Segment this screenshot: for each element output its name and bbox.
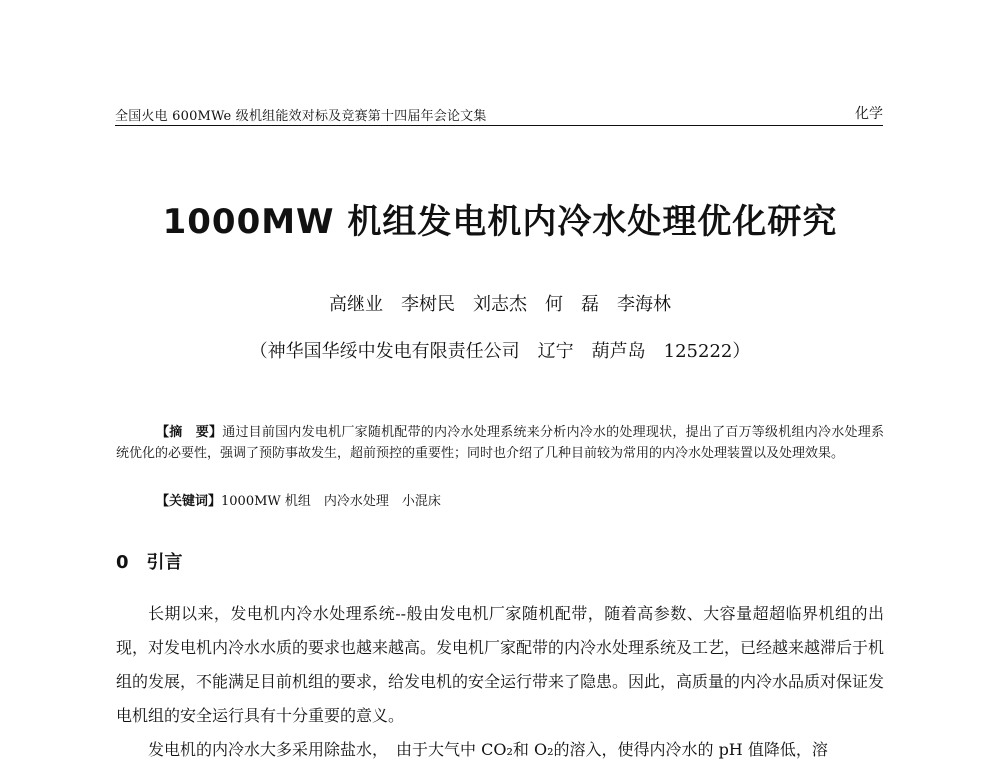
body-paragraph: 长期以来，发电机内冷水处理系统--般由发电机厂家随机配带，随着高参数、大容量超超临界机组的出现，对发电机内冷水水质的要求也越来越高。发电机厂家配带的内冷水处理系统及工艺，已经越来越滞后于机组的发展，不能满足目前机组的要求，给发电机的安全运行带来了隐患。因此，高质量的内冷水品质对保证发电机组的安全运行具有十分重要的意义。 xyxy=(116,604,885,725)
running-header xyxy=(115,103,883,126)
section-heading xyxy=(116,548,183,574)
abstract-label: 【摘 要】 xyxy=(156,425,223,440)
body-paragraph: 发电机的内冷水大多采用除盐水， 由于大气中 CO₂和 O₂的溶入，使得内冷水的 pH 值降低，溶 xyxy=(148,740,828,759)
keywords xyxy=(116,491,884,512)
section-number: 0 xyxy=(116,552,129,573)
abstract-text: 通过目前国内发电机厂家随机配带的内冷水处理系统来分析内冷水的处理现状，提出了百万等级机组内冷水处理系统优化的必要性，强调了预防事故发生，超前预控的重要性；同时也介绍了几种目前较为常用的内冷水处理装置以及处理效果。 xyxy=(116,425,884,461)
affiliation: （神华国华绥中发电有限责任公司 辽宁 葫芦岛 125222） xyxy=(249,341,751,362)
keywords-label: 【关键词】 xyxy=(156,494,222,509)
abstract xyxy=(116,422,884,464)
author-list: 高继业 李树民 刘志杰 何 磊 李海林 xyxy=(329,294,671,315)
section-title: 引言 xyxy=(146,552,183,573)
keywords-text: 1000MW 机组 内冷水处理 小混床 xyxy=(221,494,441,509)
paper-title: 1000MW 机组发电机内冷水处理优化研究 xyxy=(162,202,838,242)
section-category: 化学 xyxy=(855,106,883,122)
proceedings-title: 全国火电 600MWe 级机组能效对标及竞赛第十四届年会论文集 xyxy=(115,109,487,124)
